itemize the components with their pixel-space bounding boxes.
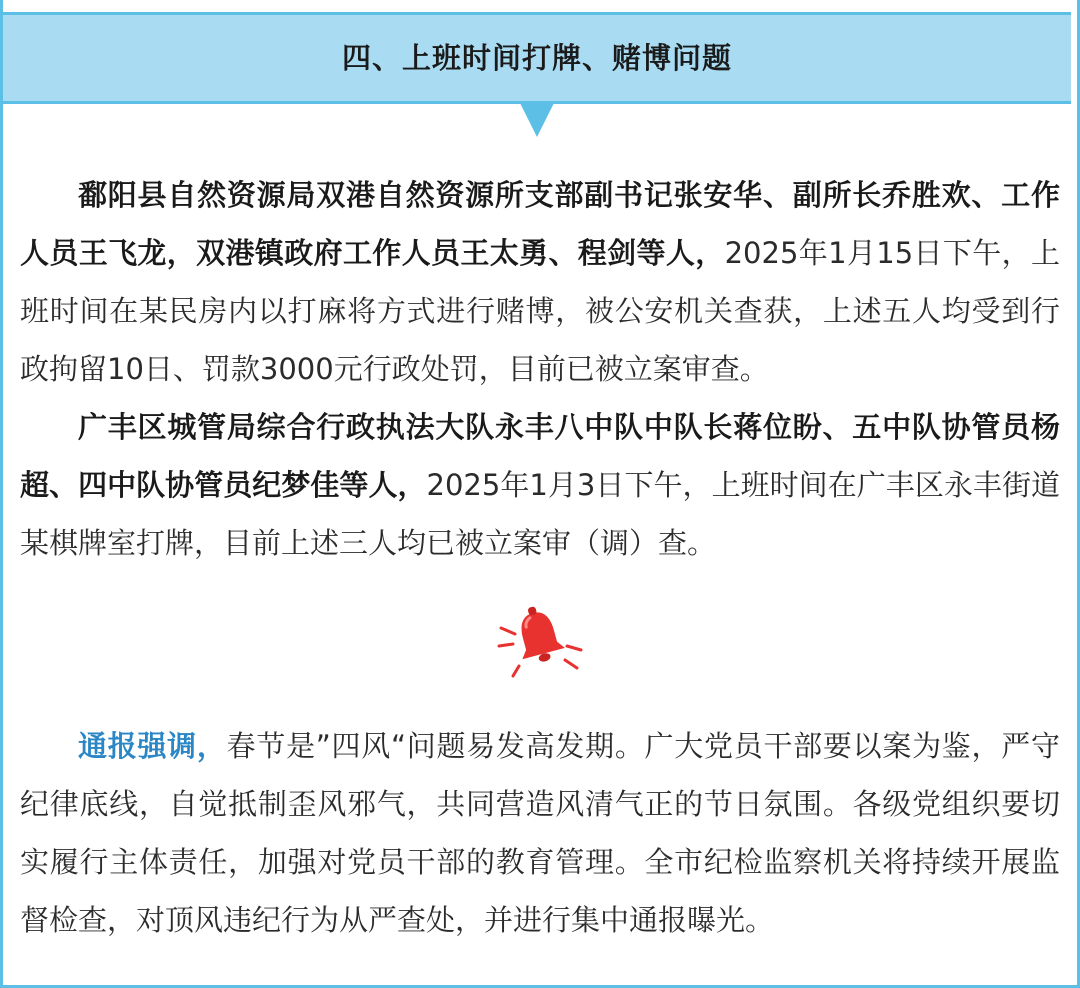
case-2-persons: 广丰区城管局综合行政执法大队永丰八中队中队长蒋位盼、五中队协管员杨超、四中队协管员纪梦佳等人， <box>20 410 1060 502</box>
notice-text: 春节是”四风“问题易发高发期。广大党员干部要以案为鉴，严守纪律底线，自觉抵制歪风邪气，共同营造风清气正的节日氛围。各级党组织要切实履行主体责任，加强对党员干部的教育管理。全市纪检监察机关将持续开展监督检查，对顶风违纪行为从严查处，并进行集中通报曝光。 <box>20 729 1060 937</box>
notice-paragraph <box>20 717 1060 949</box>
case-2-details: 2025年1月3日下午，上班时间在广丰区永丰街道某棋牌室打牌，目前上述三人均已被立案审（调）查。 <box>20 468 1060 560</box>
section-header <box>3 12 1071 104</box>
case-1-persons: 鄱阳县自然资源局双港自然资源所支部副书记张安华、副所长乔胜欢、工作人员王飞龙，双港镇政府工作人员王太勇、程剑等人， <box>20 178 1060 270</box>
case-section <box>20 166 1060 572</box>
alarm-bell-icon <box>495 600 585 680</box>
header-pointer <box>519 101 555 137</box>
case-1-details: 2025年1月15日下午，上班时间在某民房内以打麻将方式进行赌博，被公安机关查获，上述五人均受到行政拘留10日、罚款3000元行政处罚，目前已被立案审查。 <box>20 236 1060 386</box>
section-title: 四、上班时间打牌、赌博问题 <box>341 41 732 75</box>
notice-label: 通报强调， <box>78 729 227 763</box>
case-paragraph-2 <box>20 398 1060 572</box>
case-paragraph-1 <box>20 166 1060 398</box>
notice-section <box>20 717 1060 949</box>
